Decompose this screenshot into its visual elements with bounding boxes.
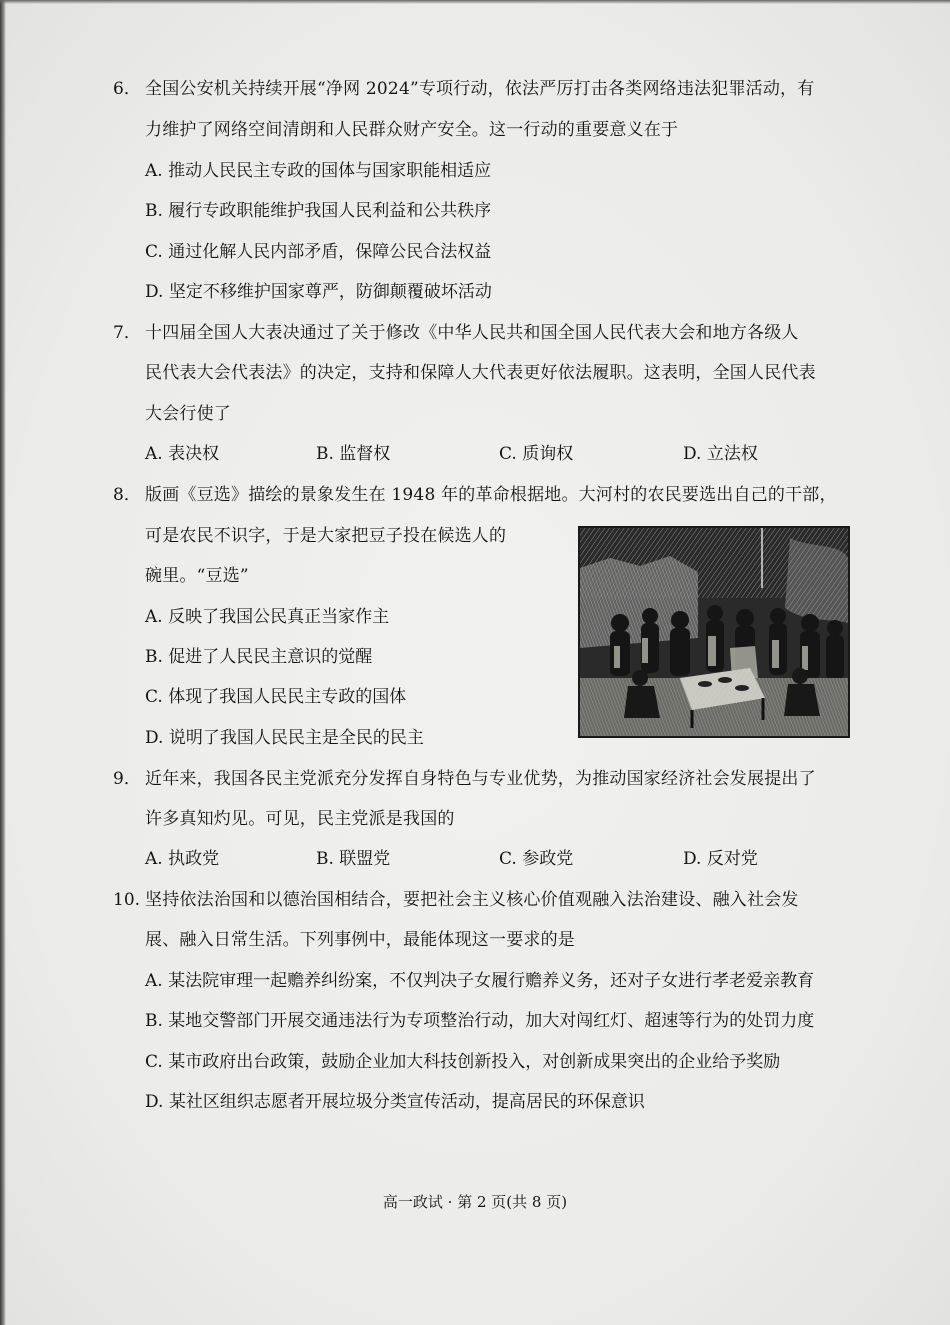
question-8-option-b: B. 促进了人民民主意识的觉醒 bbox=[145, 647, 373, 667]
question-10-option-b: B. 某地交警部门开展交通违法行为专项整治行动，加大对闯红灯、超速等行为的处罚力度 bbox=[145, 1011, 815, 1031]
question-8-stem-line-1: 版画《豆选》描绘的景象发生在 1948 年的革命根据地。大河村的农民要选出自己的干部， bbox=[145, 485, 837, 505]
question-6-option-c: C. 通过化解人民内部矛盾，保障公民合法权益 bbox=[145, 242, 492, 262]
question-7-option-b: B. 监督权 bbox=[316, 444, 391, 464]
question-6-option-d: D. 坚定不移维护国家尊严，防御颠覆破坏活动 bbox=[145, 282, 492, 302]
question-7-option-d: D. 立法权 bbox=[683, 444, 758, 464]
question-9-option-d: D. 反对党 bbox=[683, 849, 758, 869]
question-8-option-a: A. 反映了我国公民真正当家作主 bbox=[145, 607, 390, 627]
woodcut-illustration bbox=[578, 526, 850, 738]
question-10-option-c: C. 某市政府出台政策，鼓励企业加大科技创新投入，对创新成果突出的企业给予奖励 bbox=[145, 1052, 781, 1072]
question-10-stem-line-1: 坚持依法治国和以德治国相结合，要把社会主义核心价值观融入法治建设、融入社会发 bbox=[145, 890, 799, 910]
question-7-stem-line-2: 民代表大会代表法》的决定，支持和保障人大代表更好依法履职。这表明，全国人民代表 bbox=[145, 363, 816, 383]
question-7-stem-line-1: 十四届全国人大表决通过了关于修改《中华人民共和国全国人民代表大会和地方各级人 bbox=[145, 323, 799, 343]
scan-edge-top bbox=[0, 0, 950, 4]
question-8-option-d: D. 说明了我国人民民主是全民的民主 bbox=[145, 728, 424, 748]
question-7-stem-line-3: 大会行使了 bbox=[145, 404, 231, 424]
question-6-option-a: A. 推动人民民主专政的国体与国家职能相适应 bbox=[145, 161, 492, 181]
scan-edge-left bbox=[0, 0, 6, 1325]
question-8-stem-line-2: 可是农民不识字，于是大家把豆子投在候选人的 bbox=[145, 526, 507, 546]
question-8-number: 8． bbox=[113, 485, 141, 505]
question-7-option-a: A. 表决权 bbox=[145, 444, 220, 464]
question-10-option-a: A. 某法院审理一起赡养纠纷案，不仅判决子女履行赡养义务，还对子女进行孝老爱亲教育 bbox=[145, 971, 815, 991]
question-9-option-c: C. 参政党 bbox=[499, 849, 574, 869]
question-6-number: 6． bbox=[113, 79, 141, 99]
question-6-stem-line-2: 力维护了网络空间清朗和人民群众财产安全。这一行动的重要意义在于 bbox=[145, 120, 679, 140]
question-9-option-a: A. 执政党 bbox=[145, 849, 220, 869]
question-9-option-b: B. 联盟党 bbox=[316, 849, 391, 869]
question-9-number: 9． bbox=[113, 769, 141, 789]
question-7-option-c: C. 质询权 bbox=[499, 444, 574, 464]
woodcut-drawing bbox=[580, 528, 848, 736]
question-6-option-b: B. 履行专政职能维护我国人民利益和公共秩序 bbox=[145, 201, 492, 221]
question-8-stem-line-3: 碗里。“豆选” bbox=[145, 566, 249, 586]
question-8-option-c: C. 体现了我国人民民主专政的国体 bbox=[145, 687, 407, 707]
question-10-number: 10. bbox=[113, 890, 141, 910]
page-footer: 高一政试 · 第 2 页(共 8 页) bbox=[382, 1193, 568, 1211]
question-10-stem-line-2: 展、融入日常生活。下列事例中，最能体现这一要求的是 bbox=[145, 930, 575, 950]
question-7-number: 7． bbox=[113, 323, 141, 343]
question-6-stem-line-1: 全国公安机关持续开展“净网 2024”专项行动，依法严厉打击各类网络违法犯罪活动，有 bbox=[145, 79, 815, 99]
question-10-option-d: D. 某社区组织志愿者开展垃圾分类宣传活动，提高居民的环保意识 bbox=[145, 1092, 645, 1112]
question-9-stem-line-1: 近年来，我国各民主党派充分发挥自身特色与专业优势，为推动国家经济社会发展提出了 bbox=[145, 769, 816, 789]
question-9-stem-line-2: 许多真知灼见。可见，民主党派是我国的 bbox=[145, 809, 455, 829]
